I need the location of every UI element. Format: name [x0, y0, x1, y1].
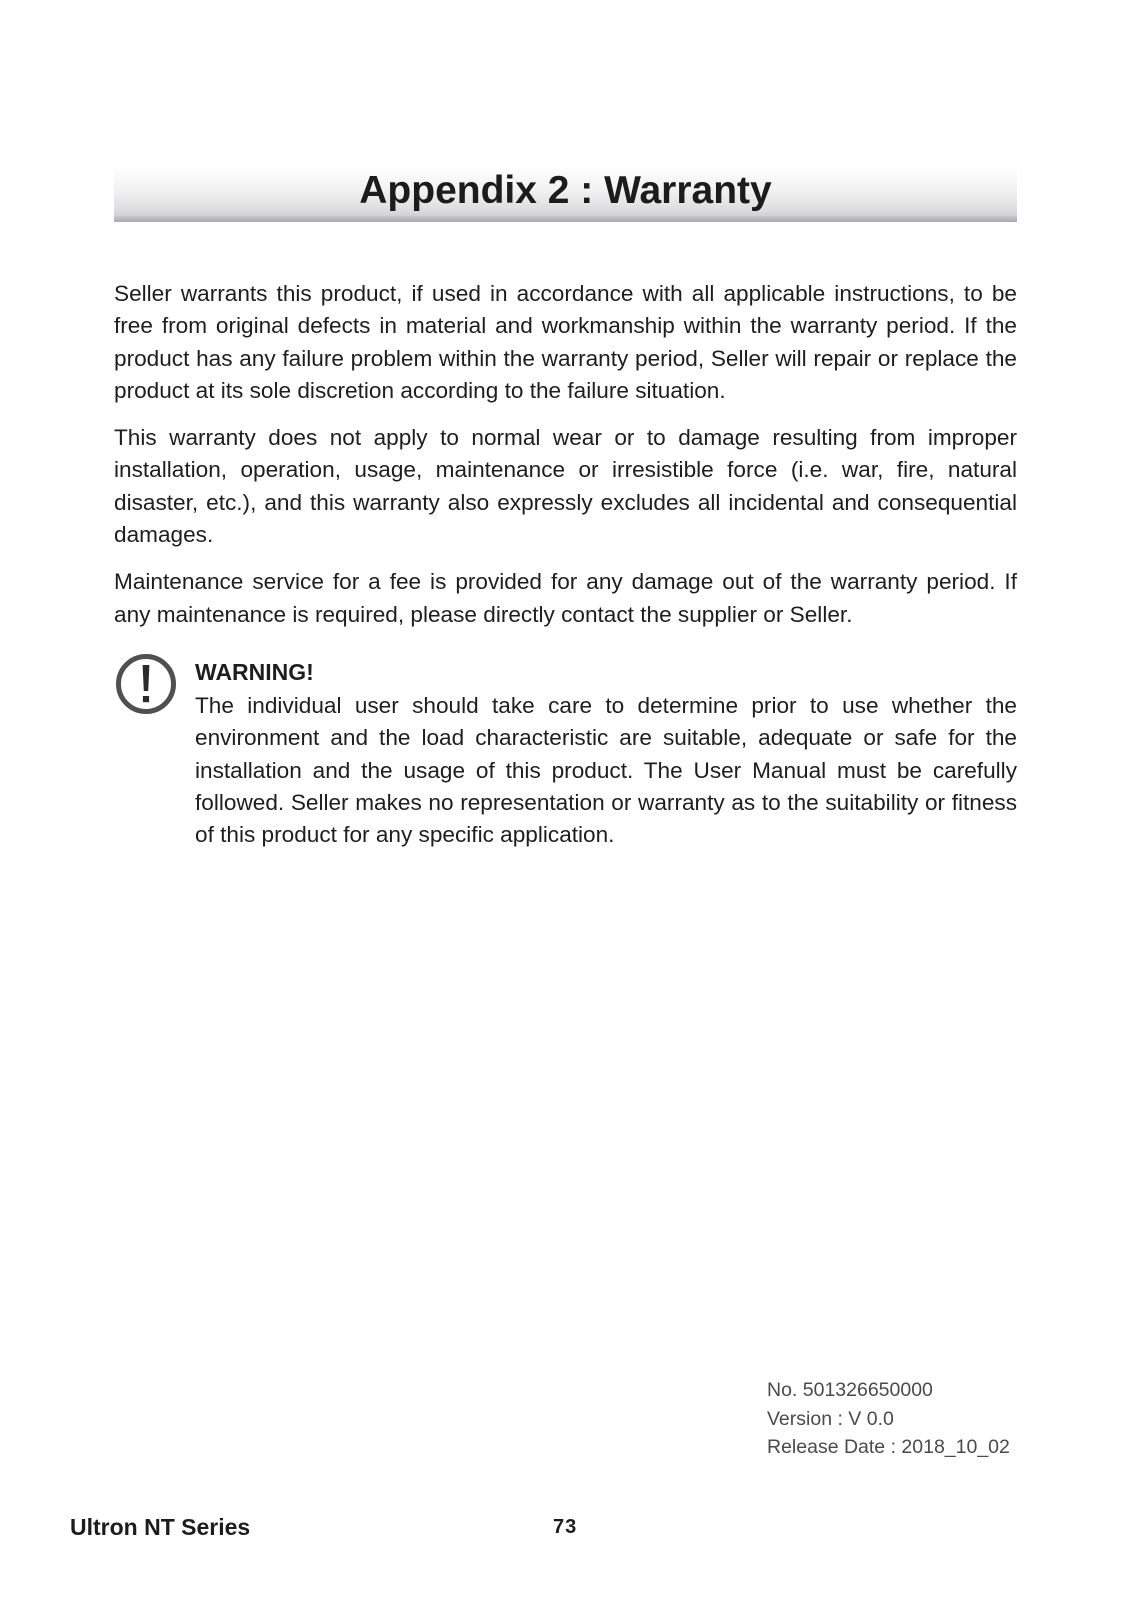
- document-info: [767, 1376, 1010, 1462]
- paragraph-maintenance-service: Maintenance service for a fee is provided for any damage out of the warranty period. If any maintenance is required, please directly contact the supplier or Seller.: [114, 569, 1017, 627]
- paragraph-warranty-exclusions: This warranty does not apply to normal wear or to damage resulting from improper installation, operation, usage, maintenance or irresistible force (i.e. war, fire, natural disaster, etc.), and this warranty also expressly excludes all incidental and consequential damages.: [114, 425, 1017, 548]
- warning-block: [195, 656, 1017, 851]
- warning-text: The individual user should take care to determine prior to use whether the environment and the load characteristic are suitable, adequate or safe for the installation and the usage of this product. The User Manual must be carefully followed. Seller makes no representation or warranty as to the suitability or fitness of this product for any specific application.: [195, 693, 1017, 848]
- page-title: Appendix 2 : Warranty: [359, 169, 772, 212]
- warning-heading: WARNING!: [195, 659, 314, 685]
- exclamation-circle-icon: [114, 652, 178, 716]
- title-banner: [114, 166, 1017, 222]
- page-number: 73: [553, 1516, 578, 1538]
- paragraph-warranty-terms: Seller warrants this product, if used in accordance with all applicable instructions, to be free from original defects in material and workmanship within the warranty period. If the product has any failure problem within the warranty period, Seller will repair or replace the product at its sole discretion according to the failure situation.: [114, 281, 1017, 403]
- document-number: No. 501326650000: [767, 1379, 933, 1401]
- document-version: Version : V 0.0: [767, 1407, 894, 1430]
- footer-series-name: Ultron NT Series: [70, 1514, 251, 1540]
- warranty-body: [114, 278, 1017, 646]
- release-date: Release Date : 2018_10_02: [767, 1436, 1010, 1458]
